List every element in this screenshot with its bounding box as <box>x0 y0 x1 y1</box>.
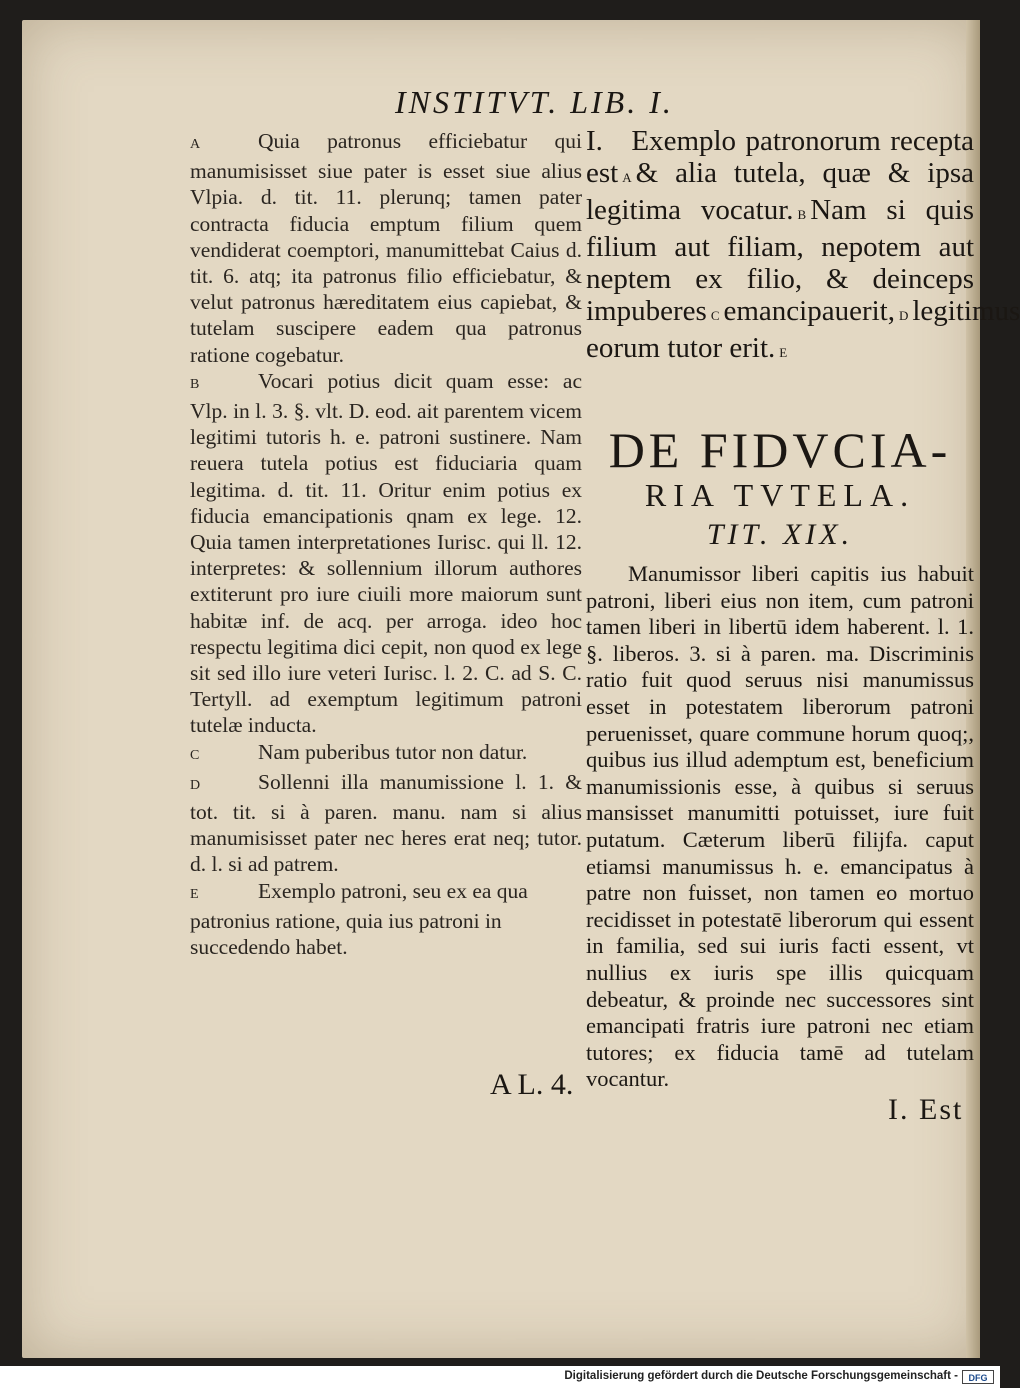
note-text: Vocari potius dicit quam esse: ac Vlp. in l. 3. §. vlt. D. eod. ait parentem vicem legitimi tutoris h. e. patroni sustinere. Nam reuera tutela potius est fiduciaria quam legitima. d. tit. 11. Oritur enim potius ex fiducia emancipationis qnam ex lege. 12. Quia tamen interpretationes Iurisc. qui ll. 12. interpretes: & sollennium illorum authores extiterunt pro iure ciuili more maiorum sunt habitæ inf. de acq. per arroga. ideo hoc respectu legitima dici cepit, non quod ex lege sit sed illo iure veteri Iurisc. l. 2. C. ad S. C. Tertyll. ad exemptum legitimum patroni tutelæ inducta. <box>190 368 582 738</box>
ref-marker: A <box>622 170 632 185</box>
ref-marker: E <box>779 345 788 360</box>
note-d <box>190 769 582 878</box>
note-text: Quia patronus efficiebatur qui manumisisset siue pater is esset siue alius Vlpia. d. tit. 11. plerunq; tamen pater contracta fiducia emptum filium quem vendiderat coemptori, manumittebat Caius d. tit. 6. atq; ita patronus filio efficiebatur, & velut patronus hæreditatem eius capiebat, & tutelam suscipere eadem qua patronus ratione cogebatur. <box>190 129 582 367</box>
note-text: Nam puberibus tutor non datur. <box>258 739 528 764</box>
note-marker: A <box>190 137 201 152</box>
commentary-paragraph: Manumissor liberi capitis ius habuit patroni, liberi eius non item, cum patroni tamen liberi in libertū idem haberent. l. 1. §. liberos. 3. si à paren. ma. Discriminis ratio fuit quod seruus nisi manumissus esset in potestatem liberorum patroni peruenisset, quare commune horum quoq;, quibus ius illud ademptum est, beneficium manumissionis esse, à quibus si seruus mansisset manumitti potuisset, iure fuit putatum. Cæterum liberū filijfa. caput etiamsi manumissus h. e. emancipatus à patre non fuisset, non tamen eo mortuo recidisset in potestatē liberorum qui essent in familia, sed sui iuris facti essent, vt nullius ex iuris spe illis quicquam debeatur, & proinde nec successores sint emancipati fratris iure patroni nec etiam tutores; ex fiducia tamē ad tutelam vocantur. <box>586 561 974 1092</box>
section-tit-number: TIT. XIX. <box>706 518 854 551</box>
catchword-right: I. Est <box>888 1093 964 1126</box>
note-e <box>190 878 582 961</box>
section-title-line2: RIA TVTELA. <box>644 477 916 513</box>
note-marker: C <box>190 747 200 763</box>
section-title-line1: DE FIDVCIA- <box>608 422 952 478</box>
note-marker: E <box>190 886 199 902</box>
paragraph-number: I. <box>586 125 603 157</box>
note-b <box>190 368 582 739</box>
main-text-part: emancipauerit, <box>723 295 895 327</box>
ref-marker: D <box>898 308 909 323</box>
note-text: Sollenni illa manumissione l. 1. & tot. tit. si à paren. manu. nam si alius manumisisset pater nec heres erat neq; tutor. d. l. si ad patrem. <box>190 769 582 877</box>
note-c <box>190 739 582 769</box>
running-header: INSTITVT. LIB. I. <box>395 84 674 120</box>
note-text: Exemplo patroni, seu ex ea qua patronius ratione, quia ius patroni in succedendo habet. <box>190 878 528 960</box>
footer-credit: Digitalisierung gefördert durch die Deutsche Forschungsgemeinschaft - <box>564 1370 958 1382</box>
dfg-logo-icon: DFG <box>962 1370 994 1384</box>
ref-marker: B <box>797 207 807 222</box>
main-text-part: Nam si quis filium aut filiam, nepotem aut neptem ex filio, & deinceps impuberes <box>586 194 974 327</box>
note-marker: D <box>190 777 201 793</box>
right-main-column <box>586 125 1020 1093</box>
note-a <box>190 128 582 368</box>
left-notes-column <box>190 128 582 960</box>
main-text-part: Exemplo patronorum recepta est <box>586 125 975 189</box>
digitization-footer <box>0 1366 1000 1388</box>
main-text <box>586 125 1020 369</box>
catchword-left: A L. 4. <box>490 1068 574 1101</box>
main-text-part: legitimus eorum tutor erit. <box>586 295 1020 364</box>
note-marker: B <box>190 376 200 392</box>
ref-marker: C <box>710 308 720 323</box>
main-text-part: & alia tutela, quæ & ipsa legitima vocatur. <box>586 157 974 226</box>
